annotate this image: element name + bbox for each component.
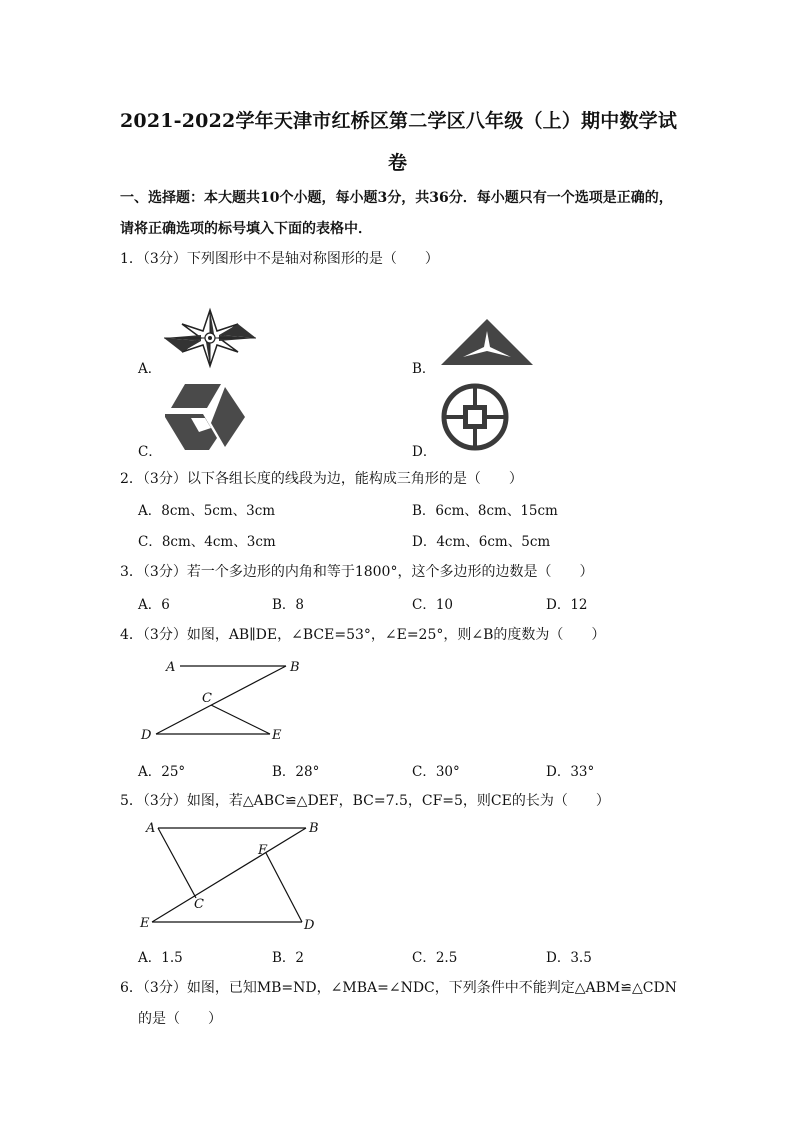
- question-5-option-d: D．3.5: [546, 950, 592, 966]
- question-1-option-a: A．: [138, 361, 162, 377]
- question-4-option-a: A．25°: [138, 764, 186, 780]
- q5-label-b: B: [309, 821, 319, 836]
- question-2-option-c: C．8cm、4cm、3cm: [138, 534, 276, 550]
- question-3-stem: 3．（3分）若一个多边形的内角和等于1800°，这个多边形的边数是（ ）: [120, 564, 594, 580]
- q5-label-e: E: [140, 916, 150, 931]
- question-2-option-b: B．6cm、8cm、15cm: [412, 503, 558, 519]
- q1-figure-d-ancient-coin: [441, 384, 509, 450]
- q4-label-e: E: [272, 728, 282, 743]
- question-1-stem: 1．（3分）下列图形中不是轴对称图形的是（ ）: [120, 251, 439, 267]
- question-6-stem-line1: 6．（3分）如图，已知MB=ND，∠MBA=∠NDC，下列条件中不能判定△ABM≌△CDN: [120, 980, 677, 996]
- question-2-option-d: D．4cm、6cm、5cm: [412, 534, 551, 550]
- question-4-stem: 4．（3分）如图，AB∥DE，∠BCE=53°，∠E=25°，则∠B的度数为（ ）: [120, 627, 606, 643]
- question-5-option-c: C．2.5: [412, 950, 458, 966]
- question-2-option-a: A．8cm、5cm、3cm: [138, 503, 276, 519]
- question-1-option-c: C．: [138, 444, 162, 460]
- question-2-stem: 2．（3分）以下各组长度的线段为边，能构成三角形的是（ ）: [120, 471, 523, 487]
- q5-label-d: D: [304, 918, 315, 933]
- q5-label-f: F: [258, 843, 268, 858]
- question-1-option-b: B．: [412, 361, 436, 377]
- q5-label-a: A: [146, 821, 156, 836]
- question-3-option-a: A．6: [138, 597, 170, 613]
- section-heading-line2: 请将正确选项的标号填入下面的表格中．: [120, 221, 372, 237]
- question-4-option-b: B．28°: [272, 764, 320, 780]
- q1-figure-c-hexagon-pieces: [165, 384, 245, 450]
- question-4-option-d: D．33°: [546, 764, 595, 780]
- question-4-option-c: C．30°: [412, 764, 460, 780]
- question-3-option-c: C．10: [412, 597, 454, 613]
- q5-label-c: C: [194, 897, 204, 912]
- q1-figure-a-compass-star: [163, 309, 257, 367]
- q4-label-c: C: [202, 691, 212, 706]
- question-6-stem-line2: 的是（ ）: [138, 1011, 222, 1027]
- q4-label-a: A: [166, 660, 176, 675]
- question-3-option-b: B．8: [272, 597, 305, 613]
- q4-label-b: B: [290, 660, 300, 675]
- question-5-stem: 5．（3分）如图，若△ABC≌△DEF，BC=7.5，CF=5，则CE的长为（ ）: [120, 793, 610, 809]
- question-5-option-b: B．2: [272, 950, 305, 966]
- q4-label-d: D: [141, 728, 152, 743]
- q5-geometry-figure: [138, 818, 323, 934]
- question-3-option-d: D．12: [546, 597, 588, 613]
- section-heading-line1: 一、选择题：本大题共10个小题，每小题3分，共36分．每小题只有一个选项是正确的，: [120, 190, 673, 206]
- page-title-continued: 卷: [388, 152, 408, 174]
- q4-geometry-figure: [138, 656, 298, 742]
- question-1-option-d: D．: [412, 444, 437, 460]
- question-5-option-a: A．1.5: [138, 950, 183, 966]
- q1-figure-b-triangle-triskelion: [441, 319, 533, 365]
- page-title: 2021-2022学年天津市红桥区第二学区八年级（上）期中数学试: [120, 110, 678, 132]
